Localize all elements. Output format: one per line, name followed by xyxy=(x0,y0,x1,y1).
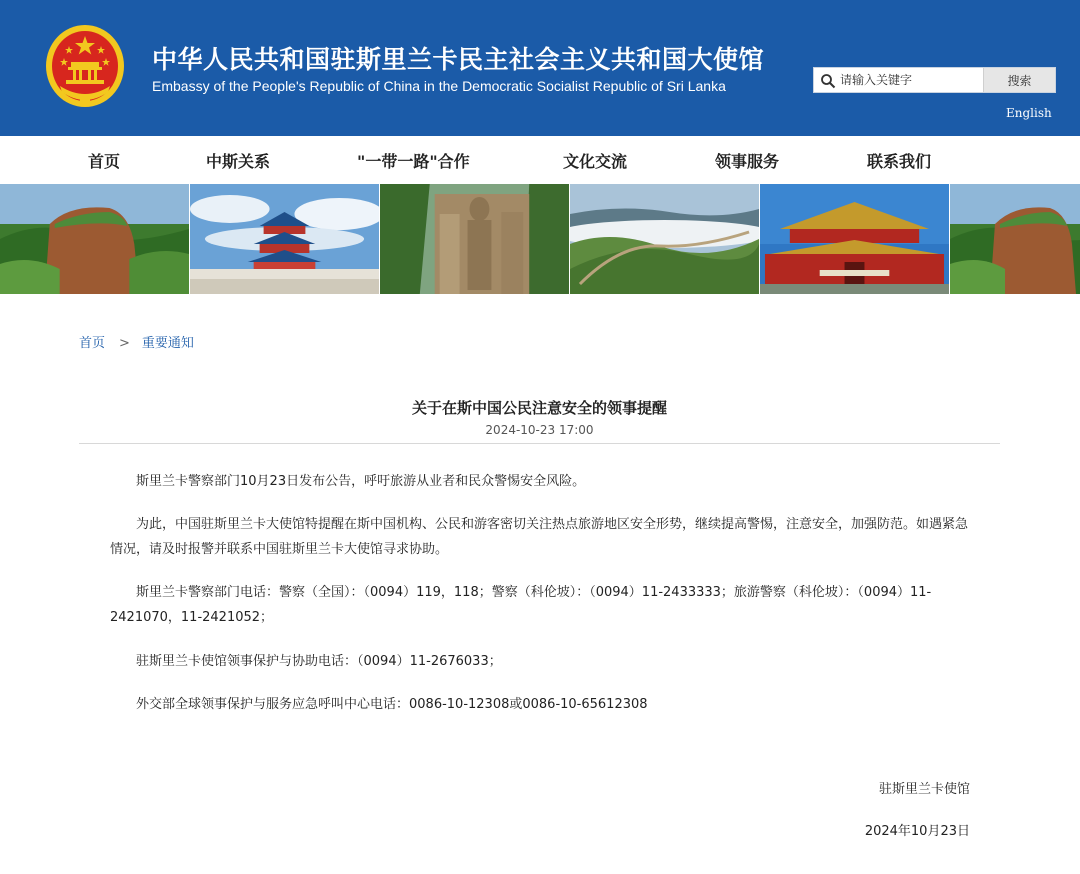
banner-image-sigiriya-repeat xyxy=(950,184,1080,294)
site-header xyxy=(0,0,1080,136)
nav-item-home[interactable]: 首页 xyxy=(88,152,121,171)
banner-image-buddha-statue xyxy=(380,184,570,294)
nav-item-belt-and-road[interactable]: "一带一路"合作 xyxy=(357,152,470,171)
nav-item-consular-services[interactable]: 领事服务 xyxy=(715,152,780,171)
article-signature: 驻斯里兰卡使馆 xyxy=(878,782,970,797)
banner-image-great-wall xyxy=(570,184,760,294)
search-box xyxy=(813,67,1056,93)
article-title: 关于在斯中国公民注意安全的领事提醒 xyxy=(411,399,667,417)
title-divider xyxy=(79,443,1000,444)
banner-strip xyxy=(0,184,1080,294)
article-paragraph-1: 斯里兰卡警察部门10月23日发布公告，呼吁旅游从业者和民众警惕安全风险。 xyxy=(136,474,586,489)
article-signature-date: 2024年10月23日 xyxy=(864,824,970,839)
nav-item-china-sri-lanka-relations[interactable]: 中斯关系 xyxy=(206,152,271,171)
breadcrumb-home-link[interactable]: 首页 xyxy=(79,336,106,351)
banner-image-tiananmen xyxy=(760,184,950,294)
national-emblem-icon[interactable] xyxy=(44,24,126,110)
breadcrumb xyxy=(79,332,194,351)
article-paragraph-4: 驻斯里兰卡使馆领事保护与协助电话：（0094）11-2676033； xyxy=(136,654,502,669)
article-paragraph-3: 斯里兰卡警察部门电话：警察（全国）：（0094）119，118；警察（科伦坡）：（0094）11-2433333；旅游警察（科伦坡）：（0094）11-2421070，11-2421052； xyxy=(110,585,932,625)
article-paragraph-2: 为此，中国驻斯里兰卡大使馆特提醒在斯中国机构、公民和游客密切关注热点旅游地区安全形势，继续提高警惕，注意安全，加强防范。如遇紧急情况，请及时报警并联系中国驻斯里兰卡大使馆寻求协助。 xyxy=(110,517,969,557)
breadcrumb-separator: > xyxy=(119,336,130,351)
banner-image-temple-of-heaven xyxy=(190,184,380,294)
nav-item-cultural-exchange[interactable]: 文化交流 xyxy=(563,152,628,171)
banner-image-sigiriya xyxy=(0,184,190,294)
site-title-en: Embassy of the People's Republic of China in the Democratic Socialist Republic of Sri Lanka xyxy=(152,78,726,94)
nav-item-contact-us[interactable]: 联系我们 xyxy=(867,152,932,171)
article-date: 2024-10-23 17:00 xyxy=(485,423,594,437)
search-button[interactable]: 搜索 xyxy=(983,68,1055,92)
search-icon xyxy=(820,73,836,89)
main-nav xyxy=(0,136,1080,184)
english-link[interactable]: English xyxy=(1006,106,1052,120)
article-paragraph-5: 外交部全球领事保护与服务应急呼叫中心电话：0086-10-12308或0086-10-65612308 xyxy=(136,697,648,712)
site-title-cn: 中华人民共和国驻斯里兰卡民主社会主义共和国大使馆 xyxy=(152,45,765,74)
breadcrumb-current-link[interactable]: 重要通知 xyxy=(141,336,194,351)
